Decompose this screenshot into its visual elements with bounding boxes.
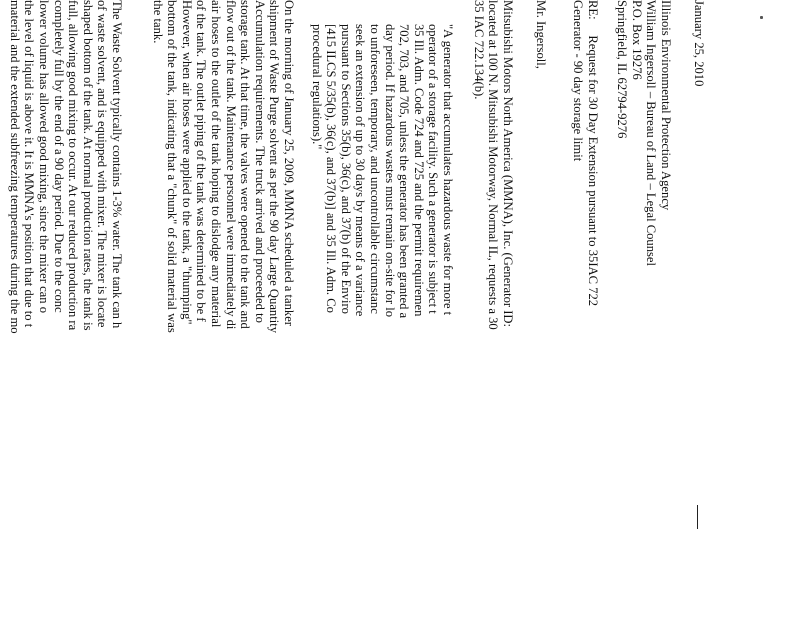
quote-line: "A generator that accumulates hazardous waste for more t bbox=[441, 24, 455, 316]
recipient-address bbox=[615, 0, 673, 266]
paragraph-line: shaped bottom of the tank. At normal production rates, the tank is bbox=[80, 0, 95, 331]
quote-line: 702, 703, and 705, unless the generator has been granted a bbox=[397, 24, 412, 319]
quote-line: [415 ILCS 5/35(b), 36(c), and 37(b)] and 35 Ill. Adm. Co bbox=[324, 24, 339, 313]
scan-speck bbox=[760, 16, 763, 19]
paragraph-line: lower volume has allowed good mixing, since the mixer can o bbox=[37, 0, 52, 314]
salutation bbox=[533, 0, 548, 69]
quote-line: operator of a storage facility. Such a generator is subject t bbox=[426, 24, 441, 314]
recipient-line: Springfield, IL 62794-9276 bbox=[615, 0, 630, 139]
header-rule bbox=[697, 505, 698, 529]
subject-block bbox=[571, 0, 600, 306]
intro-line: located at 100 N. Mitsubishi Motorway, Normal IL, requests a 30 bbox=[486, 0, 501, 330]
paragraph-line: the tank. bbox=[150, 0, 165, 44]
recipient-line: P.O. Box 19276 bbox=[629, 0, 644, 80]
subject-text: Request for 30 Day Extension pursuant to 35IAC 722 bbox=[586, 35, 600, 307]
paragraph-line: storage tank. At that time, the valves were opened to the tank and bbox=[238, 0, 253, 329]
paragraph-line: On the morning of January 25, 2009, MMNA scheduled a tanker bbox=[282, 0, 296, 326]
paragraph-line: full, allowing good mixing to occur. At our reduced production ra bbox=[66, 0, 81, 331]
quote-line: day period. If hazardous wastes must remain on-site for lo bbox=[382, 24, 397, 318]
recipient-line: Illinois Environmental Protection Agency bbox=[659, 0, 673, 211]
intro-paragraph bbox=[471, 0, 515, 330]
intro-line: Mitsubishi Motors North America (MMNA), Inc. (Generator ID: bbox=[501, 0, 515, 328]
paragraph-line: the level of liquid is above it. It is MMNA's position that due to t bbox=[22, 0, 37, 328]
salutation-text: Mr. Ingersoll, bbox=[534, 0, 548, 69]
waste-solvent-paragraph bbox=[7, 0, 124, 334]
intro-line: 35 IAC 722.134(b). bbox=[471, 0, 486, 100]
paragraph-line: bottom of the tank, indicating that a "chunk" of solid material was bbox=[165, 0, 180, 333]
paragraph-line: of waste solvent, and is equipped with mixer. The mixer is locate bbox=[95, 0, 110, 328]
paragraph-line: material and the extended subfreezing temperatures during the mo bbox=[7, 0, 22, 334]
quote-line: 35 Ill. Adm. Code 724 and 725 and the permit requiremen bbox=[411, 24, 426, 317]
incident-paragraph bbox=[150, 0, 296, 333]
paragraph-line: The Waste Solvent typically contains 1-3% water. The tank can h bbox=[110, 0, 124, 329]
quote-line: pursuant to Sections 35(b), 36(c), and 37(b) of the Enviro bbox=[338, 24, 353, 314]
paragraph-line: completely full by the end of a 90 day period. Due to the conc bbox=[51, 0, 66, 313]
subject-line bbox=[585, 0, 600, 306]
paragraph-line: shipment of Waste Purge solvent as per the 90 day Large Quantity bbox=[267, 0, 282, 334]
paragraph-line: Accumulation requirements. The truck arrived and proceeded to bbox=[252, 0, 267, 323]
paragraph-line: However, when air hoses were applied to the tank, a "thumping" bbox=[179, 0, 194, 325]
paragraph-line: flow out of the tank. Maintenance personnel were immediately di bbox=[223, 0, 238, 330]
quote-line: seek an extension of up to 30 days by means of a variance bbox=[353, 24, 368, 317]
subject-line: Generator - 90 day storage limit bbox=[571, 0, 586, 162]
quote-line: procedural regulations)." bbox=[309, 24, 324, 150]
regulation-quote bbox=[309, 24, 455, 318]
date-text: January 25, 2010 bbox=[692, 0, 706, 87]
paragraph-line: air hoses to the outlet of the tank hoping to dislodge any material bbox=[209, 0, 224, 328]
quote-line: to unforeseen, temporary, and uncontrollable circumstanc bbox=[368, 24, 383, 314]
subject-label: RE: bbox=[586, 0, 600, 20]
paragraph-line: of the tank. The outlet piping of the tank was determined to be f bbox=[194, 0, 209, 322]
letter-date bbox=[691, 0, 706, 86]
recipient-line: William Ingersoll – Bureau of Land – Legal Counsel bbox=[644, 0, 659, 266]
